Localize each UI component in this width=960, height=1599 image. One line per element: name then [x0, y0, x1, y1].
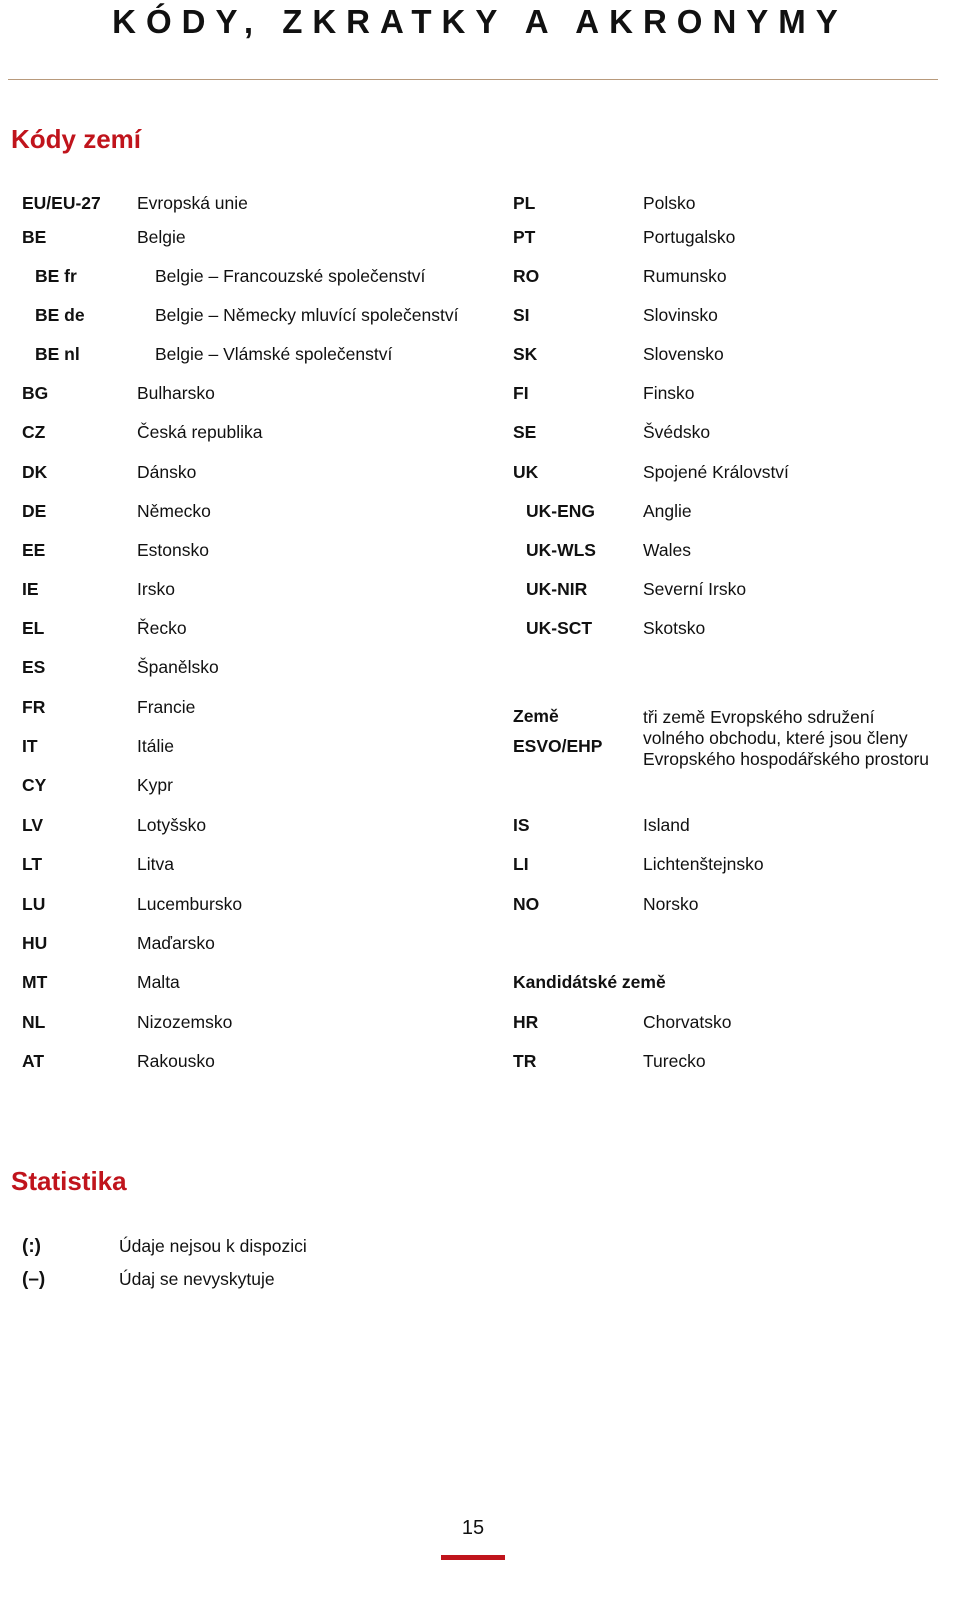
country-code: LT: [22, 854, 43, 874]
country-code: UK-WLS: [526, 540, 596, 560]
country-code: LI: [513, 854, 529, 874]
country-code: BE: [22, 227, 47, 247]
country-code: UK: [513, 462, 539, 482]
country-name: Itálie: [137, 736, 174, 756]
statistic-meaning: Údaj se nevyskytuje: [119, 1269, 275, 1289]
country-name: Belgie – Vlámské společenství: [155, 344, 393, 364]
country-code: DE: [22, 501, 47, 521]
country-name: Německo: [137, 501, 211, 521]
country-name: Portugalsko: [643, 227, 736, 247]
country-code: IE: [22, 579, 39, 599]
country-name: Finsko: [643, 383, 695, 403]
country-code: BG: [22, 383, 49, 403]
country-name: Belgie – Francouzské společenství: [155, 266, 426, 286]
country-code: SK: [513, 344, 538, 364]
country-name: Island: [643, 815, 690, 835]
country-code: IS: [513, 815, 530, 835]
country-code: MT: [22, 972, 48, 992]
country-name: Švédsko: [643, 422, 711, 442]
country-name: Chorvatsko: [643, 1012, 732, 1032]
country-name: Slovensko: [643, 344, 724, 364]
country-name: Evropská unie: [137, 193, 248, 213]
country-name: Lucembursko: [137, 894, 243, 914]
candidates-heading: Kandidátské země: [513, 972, 666, 992]
country-code: NO: [513, 894, 540, 914]
efta-label: Země: [513, 706, 559, 726]
country-code: SI: [513, 305, 530, 325]
country-name: Dánsko: [137, 462, 197, 482]
country-name: Litva: [137, 854, 174, 874]
country-code: FI: [513, 383, 529, 403]
country-name: Rumunsko: [643, 266, 727, 286]
country-name: Estonsko: [137, 540, 209, 560]
country-code: FR: [22, 697, 46, 717]
country-name: Anglie: [643, 501, 692, 521]
country-name: Nizozemsko: [137, 1012, 233, 1032]
country-code: IT: [22, 736, 38, 756]
country-code: RO: [513, 266, 540, 286]
country-code: TR: [513, 1051, 537, 1071]
country-name: Irsko: [137, 579, 175, 599]
country-code: BE nl: [35, 344, 80, 364]
country-codes-heading: Kódy zemí: [11, 124, 142, 154]
country-code: NL: [22, 1012, 46, 1032]
country-code: LU: [22, 894, 46, 914]
country-code: DK: [22, 462, 48, 482]
statistic-symbol: (–): [22, 1269, 46, 1290]
country-code: HU: [22, 933, 48, 953]
statistic-meaning: Údaje nejsou k dispozici: [119, 1236, 307, 1256]
country-name: Maďarsko: [137, 933, 215, 953]
country-name: Rakousko: [137, 1051, 215, 1071]
country-code: LV: [22, 815, 44, 835]
page-number-bar: [441, 1555, 505, 1560]
country-name: Slovinsko: [643, 305, 718, 325]
page-title: KÓDY, ZKRATKY A AKRONYMY: [112, 3, 848, 40]
country-code: AT: [22, 1051, 45, 1071]
country-name: Bulharsko: [137, 383, 215, 403]
country-name: Lichtenštejnsko: [643, 854, 764, 874]
country-code: UK-ENG: [526, 501, 596, 521]
country-code: UK-SCT: [526, 618, 593, 638]
country-code: UK-NIR: [526, 579, 588, 599]
country-code: ES: [22, 657, 46, 677]
country-name: Spojené Království: [643, 462, 789, 482]
country-name: Česká republika: [137, 422, 263, 442]
country-name: Belgie: [137, 227, 186, 247]
country-code: PL: [513, 193, 536, 213]
page-number: 15: [461, 1517, 485, 1539]
country-name: Lotyšsko: [137, 815, 207, 835]
country-code: BE fr: [35, 266, 77, 286]
country-name: Turecko: [643, 1051, 706, 1071]
country-name: Skotsko: [643, 618, 706, 638]
country-code: SE: [513, 422, 537, 442]
country-name: Malta: [137, 972, 180, 992]
statistics-heading: Statistika: [11, 1166, 127, 1196]
statistic-symbol: (:): [22, 1236, 41, 1257]
efta-label: ESVO/EHP: [513, 736, 603, 756]
country-name: Belgie – Německy mluvící společenství: [155, 305, 459, 325]
country-name: Norsko: [643, 894, 699, 914]
efta-description: tři země Evropského sdružení volného obchodu, které jsou členy Evropského hospodářského prostoru: [643, 707, 930, 769]
country-code: CZ: [22, 422, 46, 442]
country-code: EU/EU-27: [22, 193, 101, 213]
country-name: Wales: [643, 540, 691, 560]
country-code: EL: [22, 618, 45, 638]
country-code: CY: [22, 775, 47, 795]
header-divider: [8, 79, 938, 80]
country-name: Severní Irsko: [643, 579, 747, 599]
country-name: Řecko: [137, 618, 187, 638]
country-code: PT: [513, 227, 536, 247]
country-name: Kypr: [137, 775, 173, 795]
country-name: Francie: [137, 697, 196, 717]
country-name: Polsko: [643, 193, 696, 213]
country-code: HR: [513, 1012, 539, 1032]
country-code: EE: [22, 540, 46, 560]
country-code: BE de: [35, 305, 85, 325]
country-name: Španělsko: [137, 657, 219, 677]
